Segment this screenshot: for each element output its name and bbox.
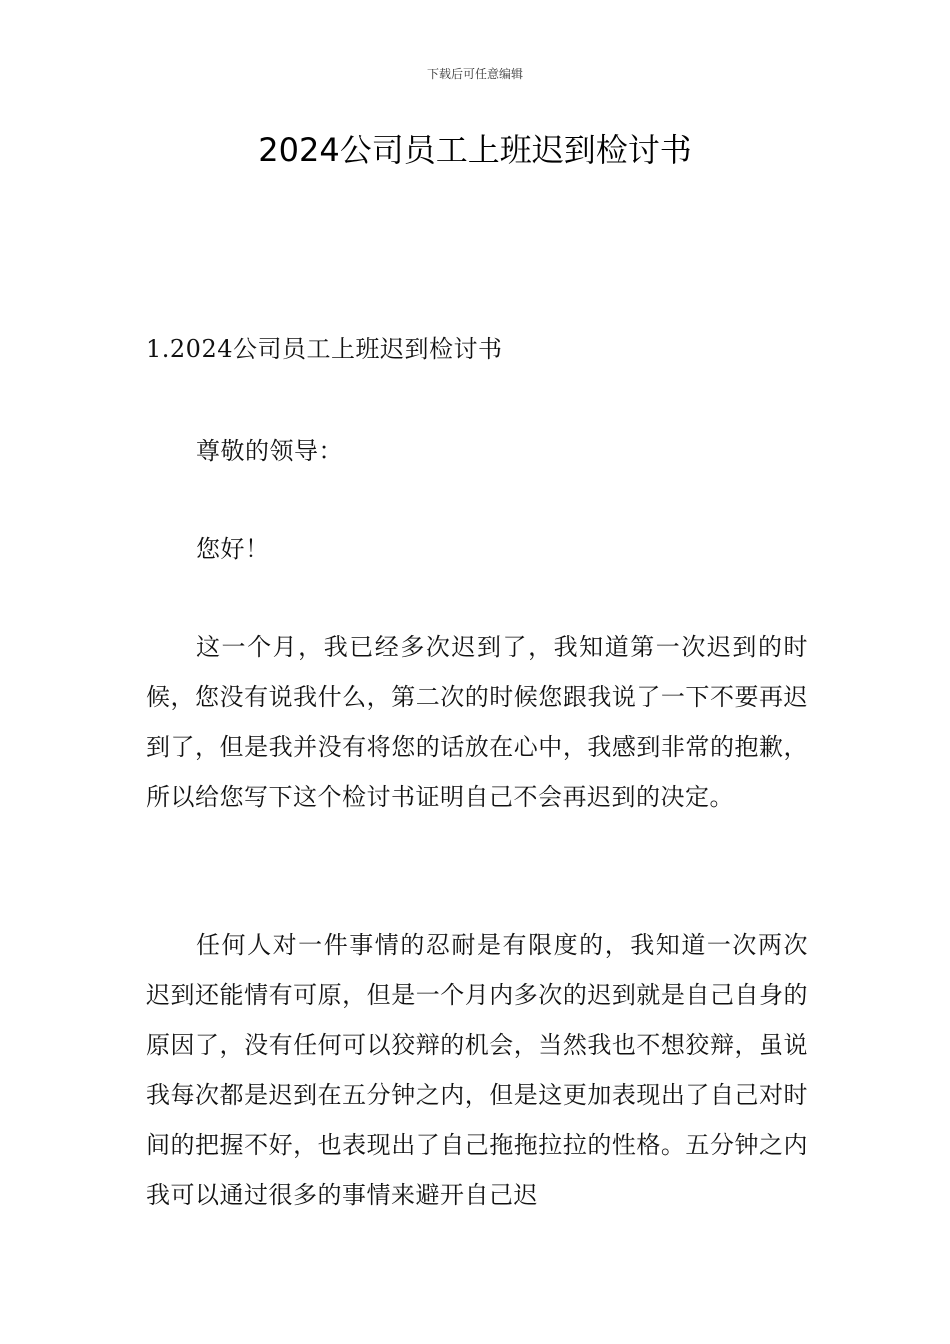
header-note: 下载后可任意编辑	[426, 67, 523, 81]
salutation: 尊敬的领导：	[196, 437, 343, 465]
greeting: 您好！	[196, 535, 270, 563]
document-title: 2024公司员工上班迟到检讨书	[258, 131, 692, 169]
section-heading: 1.2024公司员工上班迟到检讨书	[146, 335, 503, 363]
paragraph-2: 任何人对一件事情的忍耐是有限度的，我知道一次两次迟到还能情有可原，但是一个月内多次的迟到就是自己自身的原因了，没有任何可以狡辩的机会，当然我也不想狡辩，虽说我每次都是迟到在五分钟之内，但是这更加表现出了自己对时间的把握不好，也表现出了自己拖拖拉拉的性格。五分钟之内我可以通过很多的事情来避开自己迟	[146, 931, 808, 1209]
paragraph-1: 这一个月，我已经多次迟到了，我知道第一次迟到的时候，您没有说我什么，第二次的时候您跟我说了一下不要再迟到了，但是我并没有将您的话放在心中，我感到非常的抱歉，所以给您写下这个检讨书证明自己不会再迟到的决定。	[146, 633, 808, 811]
